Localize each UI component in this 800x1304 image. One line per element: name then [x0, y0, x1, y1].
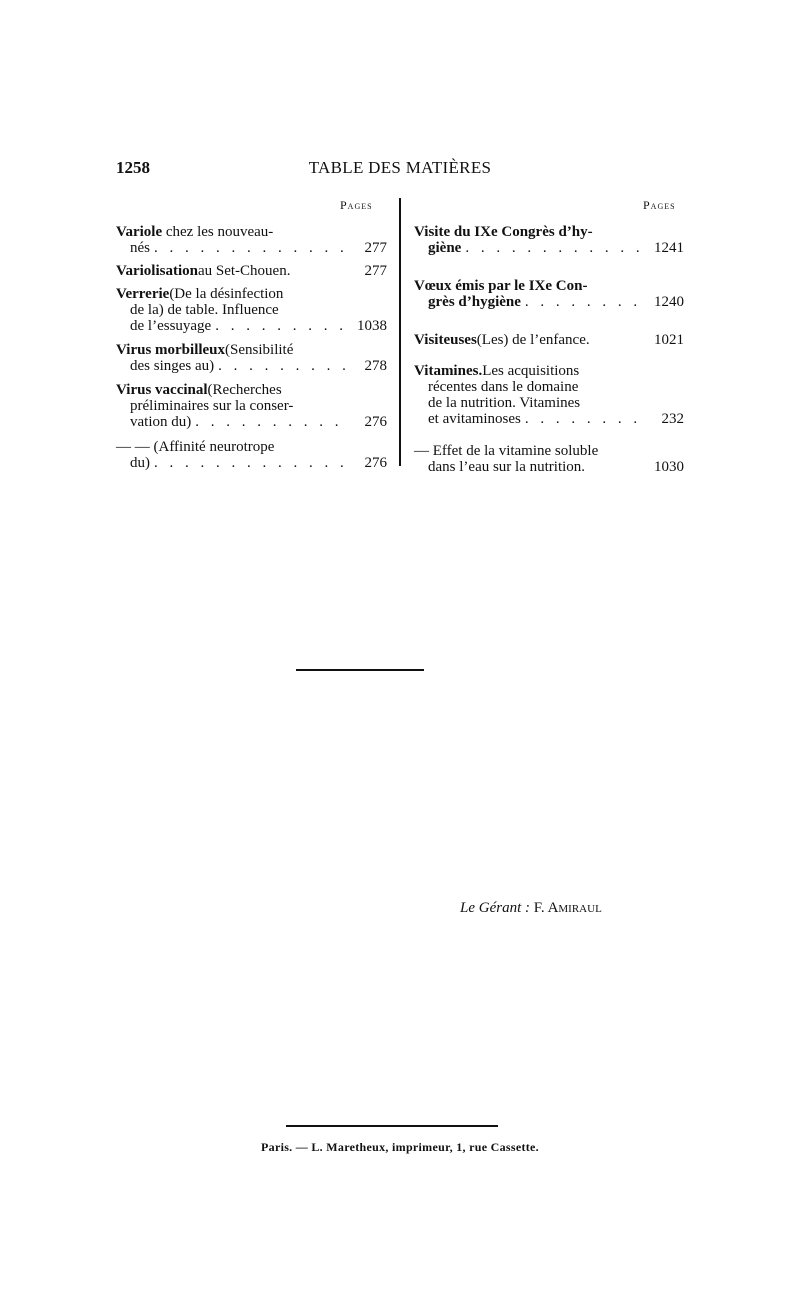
entry-text: chez les nouveau- — [162, 224, 274, 240]
entry-page: 1038 — [357, 318, 387, 334]
entry-page: 1021 — [654, 332, 684, 348]
column-heading-left: Pages — [340, 198, 373, 212]
entry-term: Visiteuses — [414, 332, 477, 348]
entry-page: 1030 — [654, 459, 684, 475]
entry-page: 232 — [661, 411, 684, 427]
signature — [460, 900, 602, 917]
entry-text: et avitaminoses — [428, 411, 521, 427]
entry-term: Visite du IXe Congrès d’hy- — [414, 224, 593, 240]
entry-page: 277 — [364, 263, 387, 279]
entry-text: de l’essuyage — [130, 318, 212, 334]
index-entry — [414, 278, 684, 310]
entry-text: (De la désinfection — [169, 286, 284, 302]
page-number: 1258 — [116, 158, 150, 177]
entry-page: 1240 — [654, 294, 684, 310]
entry-text: giène — [428, 240, 462, 256]
entry-text: Les acquisitions — [482, 363, 580, 379]
index-entry — [116, 342, 387, 374]
footer-rule — [286, 1125, 498, 1127]
entry-text: de la nutrition. Vitamines — [428, 395, 581, 411]
entry-term: Vœux émis par le IXe Con- — [414, 278, 588, 294]
entry-text: — — (Affinité neurotrope — [116, 439, 275, 455]
signature-name: F. Amiraul — [533, 900, 602, 916]
imprint: Paris. — L. Maretheux, imprimeur, 1, rue Cassette. — [261, 1140, 539, 1154]
entry-text: récentes dans le domaine — [428, 379, 579, 395]
entry-term: Variolisation — [116, 263, 198, 279]
index-entry — [116, 286, 387, 334]
entry-term: Vitamines. — [414, 363, 483, 379]
entry-term: Variole — [116, 224, 163, 240]
entry-text: vation du) — [130, 414, 192, 430]
index-entry — [414, 224, 684, 256]
index-entry — [116, 224, 387, 256]
entry-text: (Sensibilité — [225, 342, 294, 358]
entry-text: dans l’eau sur la nutrition. — [428, 459, 586, 475]
entry-page: 277 — [364, 240, 387, 256]
entry-text: (Recherches — [207, 382, 282, 398]
entry-text: des singes au) — [130, 358, 215, 374]
entry-text: (Les) de l’enfance. — [476, 332, 590, 348]
index-entry — [414, 332, 684, 348]
index-entry — [414, 363, 684, 427]
entry-text: au Set-Chouen. — [197, 263, 291, 279]
entry-text: préliminaires sur la conser- — [130, 398, 294, 414]
entry-page: 1241 — [654, 240, 684, 256]
entry-term: Virus morbilleux — [116, 342, 226, 358]
index-entry — [414, 443, 684, 475]
entry-term: Verrerie — [116, 286, 170, 302]
index-entry — [116, 263, 387, 279]
entry-page: 276 — [364, 455, 387, 471]
column-heading-right: Pages — [643, 198, 676, 212]
column-divider — [399, 198, 401, 466]
page-title: TABLE DES MATIÈRES — [308, 158, 492, 177]
entry-text: — Effet de la vitamine soluble — [414, 443, 599, 459]
entry-page: 276 — [364, 414, 387, 430]
index-entry — [116, 439, 387, 471]
index-entry — [116, 382, 387, 430]
entry-text: nés — [130, 240, 150, 256]
entry-page: 278 — [364, 358, 387, 374]
signature-label: Le Gérant : — [460, 900, 530, 916]
entry-term: Virus vaccinal — [116, 382, 208, 398]
section-rule — [296, 669, 424, 671]
entry-text: de la) de table. Influence — [130, 302, 279, 318]
entry-text: du) — [130, 455, 150, 471]
entry-text: grès d’hygiène — [428, 294, 521, 310]
